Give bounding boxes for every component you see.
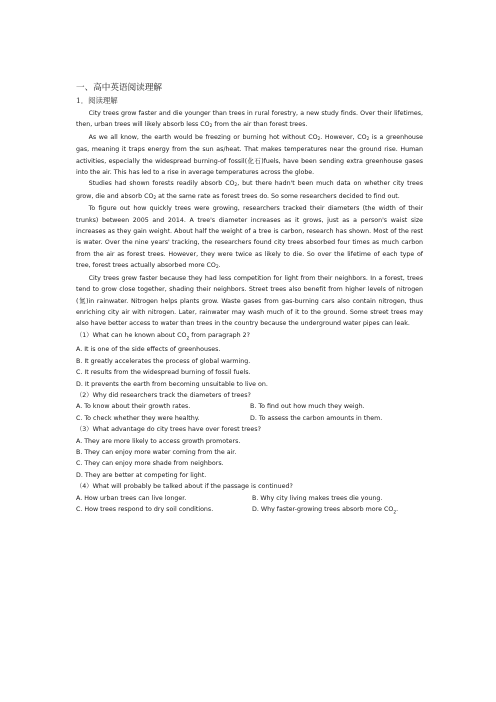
paragraph-1: City trees grow faster and die younger than trees in rural forestry, a new study finds. Over their lifetimes, then, urban trees will likely absorb less $CO_2$ from the air than forest trees. [76, 110, 423, 130]
reading-comprehension-page [76, 82, 423, 519]
answer-option[interactable]: C. To check whether they were healthy. [76, 414, 200, 422]
paragraph-4: To figure out how quickly trees were growing, researchers tracked their diameters (the width of their trunks) between 2005 and 2014. A tree's diameter increases as it grows, just as a person's waist size increases as they gain weight. About half the weight of a tree is carbon, research has shown. Most of the rest is water. Over the nine years' tracking, the researchers found city trees absorbed four times as much carbon from the air as forest trees. However, they were twice as likely to die. So over the lifetime of each type of tree, forest trees actually absorbed more $CO_2$. [76, 205, 423, 271]
answer-option[interactable]: D. Why faster-growing trees absorb more $CO_2$. [252, 506, 399, 516]
question-2-option-row [76, 401, 423, 412]
item-title: 1．阅读理解 [76, 96, 118, 105]
question-2-option-row [76, 413, 423, 424]
answer-option[interactable]: C. It results from the widespread burning of fossil fuels. [76, 369, 251, 377]
answer-option[interactable]: B. They can enjoy more water coming from the air. [76, 449, 237, 457]
paragraph-2: As we all know, the earth would be freezing or burning hot without $CO_2$. However, $CO_2$ is a greenhouse gas, meaning it traps energy from the sun as/heat. That makes temperatures near the ground rise. Human activities, especially the widespread burning-of fossil(化石)fuels, have been sending extra greenhouse gases into the air. This has led to a rise in average temperatures across the globe. [76, 133, 424, 177]
answer-option[interactable]: B. Why city living makes trees die young. [252, 494, 383, 502]
question-4-option-row [76, 504, 423, 519]
question-4-stem: （4）What will probably be talked about if the passage is continued? [76, 483, 293, 491]
question-1-stem: （1）What can he known about $CO_2$ from paragraph 2? [76, 331, 251, 341]
answer-option[interactable]: A. They are more likely to access growth promoters. [76, 437, 241, 445]
questions [76, 330, 423, 519]
answer-option[interactable]: D. To assess the carbon amounts in them. [250, 414, 383, 422]
answer-option[interactable]: A. To know about their growth rates. [76, 403, 191, 411]
answer-option[interactable]: B. To find out how much they weigh. [250, 403, 365, 411]
answer-option[interactable]: C. They can enjoy more shade from neighbors. [76, 460, 224, 468]
answer-option[interactable]: C. How trees respond to dry soil conditions. [76, 506, 214, 514]
answer-option[interactable]: B. It greatly accelerates the process of global warming. [76, 357, 251, 365]
paragraph-5: City trees grew faster because they had less competition for light from their neighbors. In a forest, trees tend to grow close together, shading their neighbors. Street trees also benefit from higher levels of nitrogen (氮)in rainwater. Nitrogen helps plants grow. Waste gases from gas-burning cars also contain nitrogen, thus enriching city air with nitrogen. Later, rainwater may wash much of it to the ground. Some street trees may also have better access to water than trees in the country because the underground water pipes can leak. [76, 274, 423, 328]
answer-option[interactable]: A. How urban trees can live longer. [76, 494, 187, 502]
question-2-stem: （2）Why did researchers track the diameters of trees? [76, 392, 251, 399]
answer-option[interactable]: D. They are better at competing for light. [76, 471, 207, 479]
passage [76, 108, 423, 330]
answer-option[interactable]: A. It is one of the side effects of greenhouses. [76, 346, 221, 354]
question-3-stem: （3）What advantage do city trees have over forest trees? [76, 426, 261, 434]
paragraph-3: Studies had shown forests readily absorb $CO_2$, but there hadn't been much data on whether city trees grow, die and absorb $CO_2$ at the same rate as forest trees do. So some researchers decided to find out. [76, 180, 423, 201]
section-title: 一、高中英语阅读理解 [76, 83, 162, 93]
answer-option[interactable]: D. It prevents the earth from becoming unsuitable to live on. [76, 380, 268, 388]
question-4-option-row [76, 493, 423, 504]
